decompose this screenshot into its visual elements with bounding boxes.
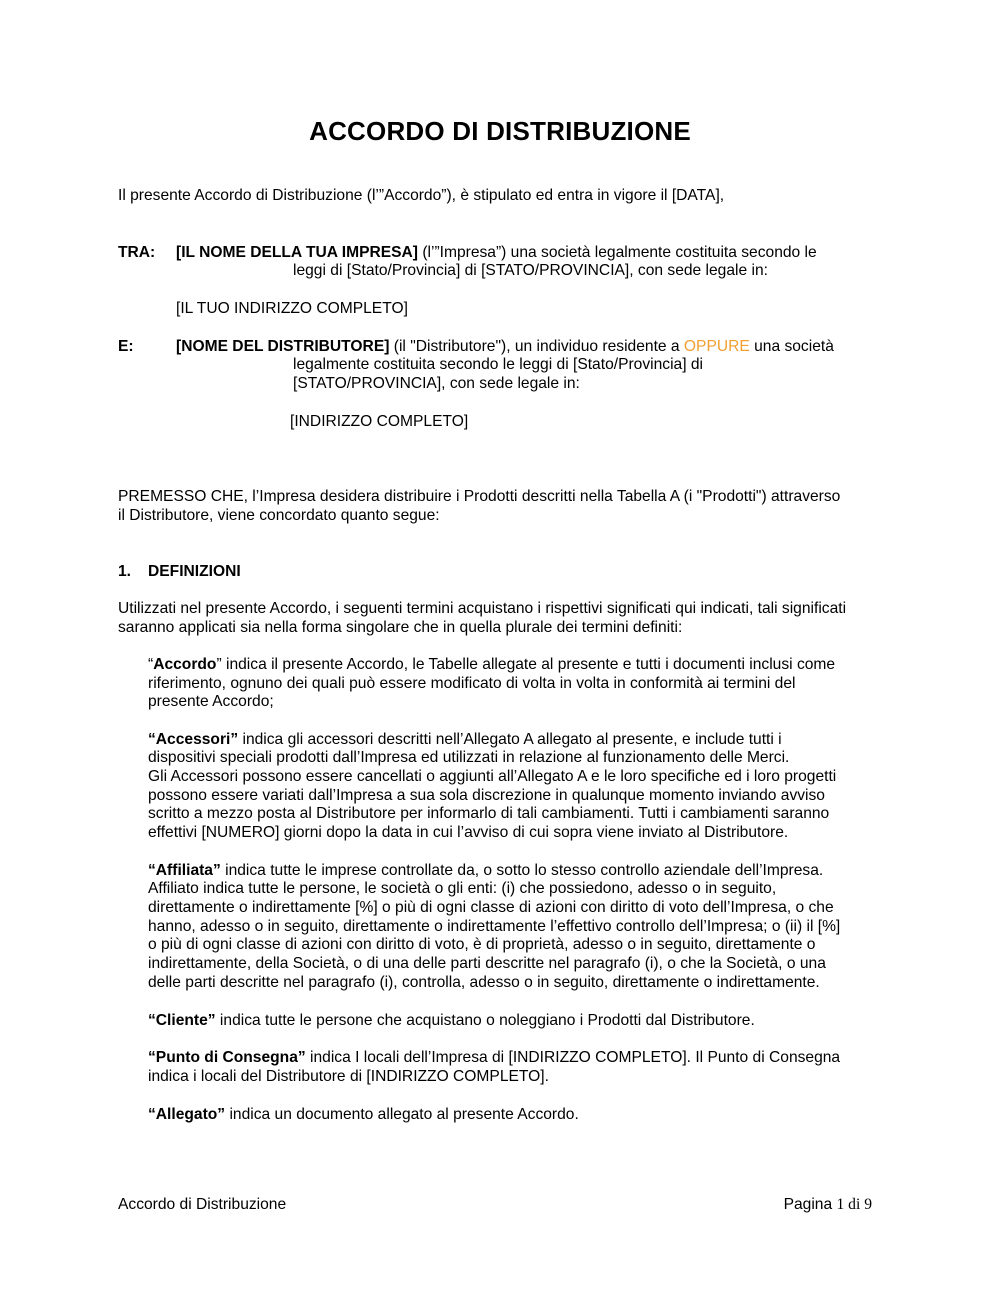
def-affiliata-line2: Affiliato indica tutte le persone, le società o gli enti: (i) che possiedono, adesso o in seguito, xyxy=(148,880,777,897)
e-line1-mid: (il "Distributore"), un individuo residente a xyxy=(389,338,684,355)
def-affiliata-line3: direttamente o indirettamente [%] o più di ogni classe di azioni con diritto di voto dell’Impresa, o che xyxy=(148,899,834,916)
def-allegato-line1 xyxy=(148,1106,579,1125)
e-address: [INDIRIZZO COMPLETO] xyxy=(290,413,469,430)
tra-party-line1 xyxy=(176,244,817,263)
def-accordo-line2: riferimento, ognuno dei quali può essere modificato di volta in volta in conformità ai termini del xyxy=(148,675,796,692)
tra-party-name: [IL NOME DELLA TUA IMPRESA] xyxy=(176,244,418,261)
def-affiliata-line6: indirettamente, della Società, o di una delle parti descritte nel paragrafo (i), o che la Società, o una xyxy=(148,955,826,972)
def-affiliata-line4: hanno, adesso o in seguito, direttamente o indirettamente l’effettivo controllo dell’Impresa; o (ii) il [%] xyxy=(148,918,841,935)
footer-page-number xyxy=(0,1196,872,1214)
tra-address: [IL TUO INDIRIZZO COMPLETO] xyxy=(176,300,408,317)
e-party-name: [NOME DEL DISTRIBUTORE] xyxy=(176,338,390,355)
term-cliente: “Cliente” xyxy=(148,1012,216,1029)
def-punto-line1 xyxy=(148,1049,840,1068)
term-allegato: “Allegato” xyxy=(148,1106,226,1123)
oppure-highlight: OPPURE xyxy=(683,338,750,355)
term-punto-di-consegna: “Punto di Consegna” xyxy=(148,1049,306,1066)
def-punto-rest: indica I locali dell’Impresa di [INDIRIZZO COMPLETO]. Il Punto di Consegna xyxy=(305,1049,841,1066)
page-sep: di xyxy=(844,1196,865,1213)
def-allegato-rest: indica un documento allegato al presente Accordo. xyxy=(225,1106,579,1123)
term-accordo: Accordo xyxy=(153,656,217,673)
footer-title: Accordo di Distribuzione xyxy=(118,1196,287,1213)
e-party-line1 xyxy=(176,338,834,357)
def-affiliata-line1 xyxy=(148,862,823,881)
def-cliente-rest: indica tutte le persone che acquistano o noleggiano i Prodotti dal Distributore. xyxy=(215,1012,755,1029)
section-intro-line1: Utilizzati nel presente Accordo, i seguenti termini acquistano i rispettivi significati qui indicati, tali significati xyxy=(118,600,847,617)
tra-line2: leggi di [Stato/Provincia] di [STATO/PROVINCIA], con sede legale in: xyxy=(293,262,768,279)
tra-line1-rest: (l’”Impresa”) una società legalmente costituita secondo le xyxy=(417,244,817,261)
premesso-line2: il Distributore, viene concordato quanto segue: xyxy=(118,507,440,524)
premesso-line1: PREMESSO CHE, l’Impresa desidera distribuire i Prodotti descritti nella Tabella A (i "Prodotti") attraverso xyxy=(118,488,841,505)
def-accessori-line4: possono essere variati dall’Impresa a sua sola discrezione in qualunque momento inviando avviso xyxy=(148,787,825,804)
page-label: Pagina xyxy=(783,1196,837,1213)
def-cliente-line1 xyxy=(148,1012,755,1031)
def-affiliata-rest: indica tutte le imprese controllate da, o sotto lo stesso controllo aziendale dell’Impresa. xyxy=(220,862,824,879)
e-label: E: xyxy=(118,338,134,355)
def-accessori-line5: scritto a mezzo posta al Distributore per informarlo di tali cambiamenti. Tutti i cambiamenti saranno xyxy=(148,805,830,822)
page-current: 1 xyxy=(836,1196,845,1213)
def-accordo-rest: ” indica il presente Accordo, le Tabelle allegate al presente e tutti i documenti inclusi come xyxy=(216,656,836,673)
section-intro-line2: saranno applicati sia nella forma singolare che in quella plurale dei termini definiti: xyxy=(118,619,683,636)
def-punto-line2: indica i locali del Distributore di [INDIRIZZO COMPLETO]. xyxy=(148,1068,549,1085)
section-heading: DEFINIZIONI xyxy=(148,563,241,580)
def-accordo-line3: presente Accordo; xyxy=(148,693,274,710)
def-accessori-line6: effettivi [NUMERO] giorni dopo la data in cui l’avviso di cui sopra viene inviato al Distributore. xyxy=(148,824,789,841)
page-total: 9 xyxy=(864,1196,872,1213)
term-accessori: “Accessori” xyxy=(148,731,239,748)
term-affiliata: “Affiliata” xyxy=(148,862,221,879)
def-accessori-line1 xyxy=(148,731,782,750)
e-line1-end: una società xyxy=(749,338,834,355)
def-accessori-line2: dispositivi speciali prodotti dall’Impresa ed utilizzati in relazione al funzionamento delle Merci. xyxy=(148,749,790,766)
def-accessori-line3: Gli Accessori possono essere cancellati o aggiunti all’Allegato A e le loro specifiche ed i loro progetti xyxy=(148,768,837,785)
def-accessori-rest: indica gli accessori descritti nell’Allegato A allegato al presente, e include tutti i xyxy=(238,731,782,748)
tra-label: TRA: xyxy=(118,244,156,261)
section-number: 1. xyxy=(118,563,132,580)
def-accordo-line1 xyxy=(148,656,835,675)
intro-paragraph: Il presente Accordo di Distribuzione (l’”Accordo”), è stipulato ed entra in vigore il [DATA], xyxy=(118,187,725,204)
def-affiliata-line7: delle parti descritte nel paragrafo (i), controlla, adesso o in seguito, direttamente o indirettamente. xyxy=(148,974,820,991)
e-line3: [STATO/PROVINCIA], con sede legale in: xyxy=(293,375,580,392)
e-line2: legalmente costituita secondo le leggi di [Stato/Provincia] di xyxy=(293,356,704,373)
open-quote: “ xyxy=(148,656,154,673)
document-title: ACCORDO DI DISTRIBUZIONE xyxy=(309,116,691,146)
def-affiliata-line5: o più di ogni classe di azioni con diritto di voto, è di proprietà, adesso o in seguito, direttamente o xyxy=(148,936,816,953)
